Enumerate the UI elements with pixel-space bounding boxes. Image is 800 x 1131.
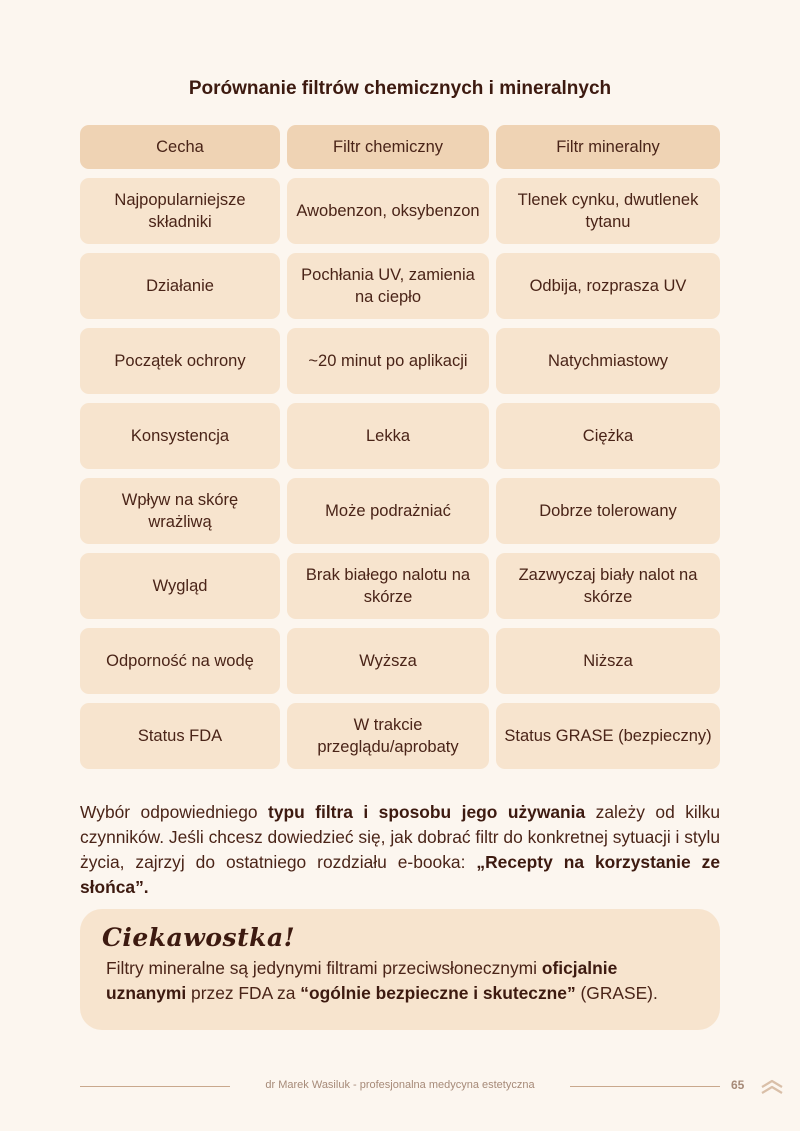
table-cell: Niższa bbox=[496, 628, 720, 694]
paragraph-text: Wybór odpowiedniego bbox=[80, 802, 269, 822]
footer-text: dr Marek Wasiluk - profesjonalna medycyna estetyczna bbox=[265, 1079, 535, 1091]
table-cell: Najpopularniejsze składniki bbox=[80, 178, 280, 244]
fun-fact-text bbox=[106, 956, 694, 1006]
table-cell: Dobrze tolerowany bbox=[496, 478, 720, 544]
page-title: Porównanie filtrów chemicznych i mineralnych bbox=[188, 78, 612, 99]
table-cell: Początek ochrony bbox=[80, 328, 280, 394]
fact-text: (GRASE). bbox=[575, 983, 658, 1003]
table-cell: Może podrażniać bbox=[287, 478, 489, 544]
table-cell: Natychmiastowy bbox=[496, 328, 720, 394]
table-cell: Status GRASE (bezpieczny) bbox=[496, 703, 720, 769]
table-cell: Zazwyczaj biały nalot na skórze bbox=[496, 553, 720, 619]
table-cell: Pochłania UV, zamienia na ciepło bbox=[287, 253, 489, 319]
header-cell-mineral: Filtr mineralny bbox=[496, 125, 720, 169]
table-cell: Status FDA bbox=[80, 703, 280, 769]
header-cell-chemical: Filtr chemiczny bbox=[287, 125, 489, 169]
table-cell: Wpływ na skórę wrażliwą bbox=[80, 478, 280, 544]
table-cell: Odbija, rozprasza UV bbox=[496, 253, 720, 319]
fact-bold-text: “ogólnie bezpieczne i skuteczne” bbox=[300, 983, 576, 1003]
page-number: 65 bbox=[731, 1078, 745, 1092]
table-cell: W trakcie przeglądu/aprobaty bbox=[287, 703, 489, 769]
table-cell: Brak białego nalotu na skórze bbox=[287, 553, 489, 619]
fun-fact-title: Ciekawostka! bbox=[102, 923, 296, 952]
double-chevron-up-icon bbox=[760, 1078, 784, 1101]
fun-fact-box bbox=[80, 909, 720, 1030]
comparison-table bbox=[80, 125, 720, 769]
body-paragraph bbox=[80, 800, 720, 900]
header-cell-feature: Cecha bbox=[80, 125, 280, 169]
paragraph-text: zależy od kilku czynników. Jeśli chcesz dowiedzieć się, jak dobrać filtr do konkretnej sytuacji i stylu życia, zajrzyj do ostatniego rozdziału e-booka: bbox=[80, 802, 720, 872]
table-cell: ~20 minut po aplikacji bbox=[287, 328, 489, 394]
table-cell: Ciężka bbox=[496, 403, 720, 469]
paragraph-link-text: „Recepty na korzystanie ze słońca”. bbox=[80, 852, 720, 897]
fact-bold-text: oficjalnie uznanymi bbox=[106, 958, 618, 1003]
table-cell: Działanie bbox=[80, 253, 280, 319]
footer-divider-left bbox=[80, 1086, 230, 1087]
table-cell: Tlenek cynku, dwutlenek tytanu bbox=[496, 178, 720, 244]
fact-text: przez FDA za bbox=[186, 983, 301, 1003]
footer-divider-right bbox=[570, 1086, 720, 1087]
table-cell: Odporność na wodę bbox=[80, 628, 280, 694]
fact-text: Filtry mineralne są jedynymi filtrami przeciwsłonecznymi bbox=[106, 958, 542, 978]
paragraph-bold-text: typu filtra i sposobu jego używania bbox=[268, 802, 586, 822]
table-cell: Wygląd bbox=[80, 553, 280, 619]
table-cell: Lekka bbox=[287, 403, 489, 469]
table-cell: Wyższa bbox=[287, 628, 489, 694]
table-cell: Konsystencja bbox=[80, 403, 280, 469]
table-cell: Awobenzon, oksybenzon bbox=[287, 178, 489, 244]
